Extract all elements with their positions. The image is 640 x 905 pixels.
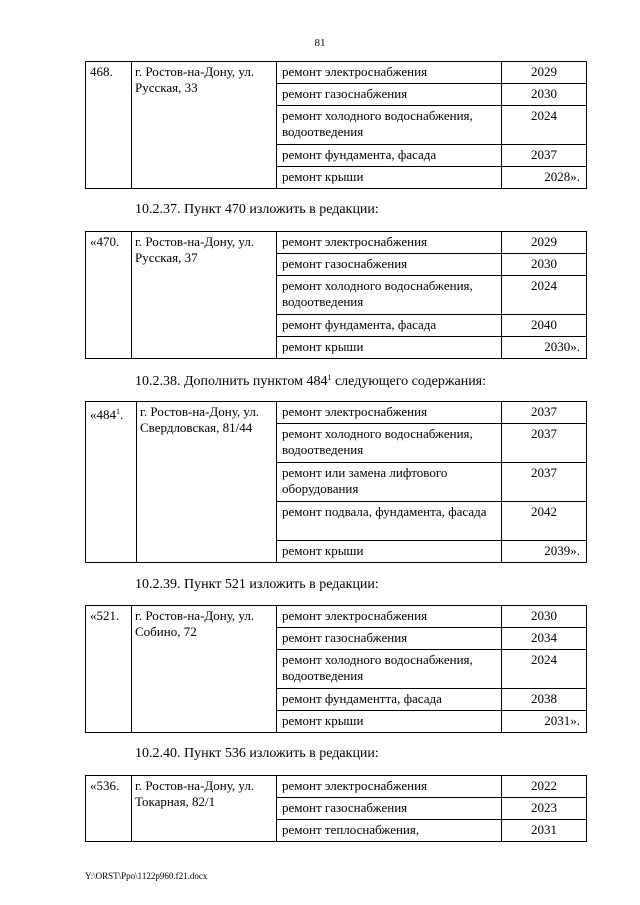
work-year: 2037	[502, 145, 587, 167]
work-year: 2030».	[502, 337, 587, 359]
work-type: ремонт электроснабжения	[277, 776, 502, 798]
paragraph-10-2-39: 10.2.39. Пункт 521 изложить в редакции:	[135, 577, 379, 592]
work-type: ремонт теплоснабжения,	[277, 820, 502, 842]
work-type: ремонт газоснабжения	[277, 254, 502, 276]
work-type: ремонт подвала, фундамента, фасада	[277, 502, 502, 541]
work-year: 2024	[502, 650, 587, 689]
paragraph-10-2-40: 10.2.40. Пункт 536 изложить в редакции:	[135, 746, 379, 761]
work-year: 2038	[502, 689, 587, 711]
item-address: г. Ростов-на-Дону, ул. Русская, 37	[132, 232, 277, 359]
work-type: ремонт крыши	[277, 541, 502, 563]
work-type: ремонт фундаментта, фасада	[277, 689, 502, 711]
item-number-text: «484	[90, 407, 116, 422]
work-year: 2024	[502, 106, 587, 145]
work-type: ремонт крыши	[277, 337, 502, 359]
page-number: 81	[314, 37, 326, 49]
item-address: г. Ростов-на-Дону, ул. Токарная, 82/1	[132, 776, 277, 842]
item-number-superscript: 1	[116, 407, 120, 416]
table-item-468	[85, 61, 587, 189]
work-type: ремонт фундамента, фасада	[277, 315, 502, 337]
work-year: 2037	[502, 402, 587, 424]
item-address: г. Ростов-на-Дону, ул. Русская, 33	[132, 62, 277, 189]
work-year: 2042	[502, 502, 587, 541]
work-year: 2029	[502, 62, 587, 84]
work-year: 2037	[502, 463, 587, 502]
paragraph-10-2-38	[135, 373, 486, 390]
work-year: 2039».	[502, 541, 587, 563]
item-number-suffix: .	[120, 407, 124, 422]
item-address: г. Ростов-на-Дону, ул. Собино, 72	[132, 606, 277, 733]
work-year: 2030	[502, 606, 587, 628]
work-type: ремонт газоснабжения	[277, 798, 502, 820]
item-number: «521.	[86, 606, 132, 733]
work-type: ремонт электроснабжения	[277, 402, 502, 424]
work-type: ремонт холодного водоснабжения, водоотведения	[277, 650, 502, 689]
table-item-536	[85, 775, 587, 842]
work-type: ремонт электроснабжения	[277, 606, 502, 628]
work-type: ремонт газоснабжения	[277, 84, 502, 106]
work-type: ремонт холодного водоснабжения, водоотведения	[277, 106, 502, 145]
work-year: 2034	[502, 628, 587, 650]
table-item-484-1	[85, 401, 587, 563]
item-number: 468.	[86, 62, 132, 189]
work-type: ремонт электроснабжения	[277, 62, 502, 84]
table-item-470	[85, 231, 587, 359]
work-type: ремонт фундамента, фасада	[277, 145, 502, 167]
work-year: 2029	[502, 232, 587, 254]
work-type: ремонт холодного водоснабжения, водоотведения	[277, 276, 502, 315]
work-year: 2040	[502, 315, 587, 337]
item-number: «536.	[86, 776, 132, 842]
work-year: 2022	[502, 776, 587, 798]
table-item-521	[85, 605, 587, 733]
paragraph-superscript: 1	[327, 373, 332, 382]
work-type: ремонт холодного водоснабжения, водоотведения	[277, 424, 502, 463]
footer-file-path: Y:\ORST\Ppo\1122p960.f21.docx	[85, 871, 208, 881]
work-year: 2031».	[502, 711, 587, 733]
paragraph-text: следующего содержания:	[331, 374, 487, 389]
work-year: 2030	[502, 84, 587, 106]
work-year: 2024	[502, 276, 587, 315]
work-type: ремонт крыши	[277, 711, 502, 733]
work-year: 2023	[502, 798, 587, 820]
item-number	[86, 402, 137, 563]
paragraph-10-2-37: 10.2.37. Пункт 470 изложить в редакции:	[135, 202, 379, 217]
work-type: ремонт газоснабжения	[277, 628, 502, 650]
item-address: г. Ростов-на-Дону, ул. Свердловская, 81/44	[137, 402, 277, 563]
work-type: ремонт или замена лифтового оборудования	[277, 463, 502, 502]
work-type: ремонт крыши	[277, 167, 502, 189]
work-year: 2028».	[502, 167, 587, 189]
paragraph-text: 10.2.38. Дополнить пунктом 484	[135, 374, 328, 389]
work-year: 2037	[502, 424, 587, 463]
work-year: 2031	[502, 820, 587, 842]
work-year: 2030	[502, 254, 587, 276]
item-number: «470.	[86, 232, 132, 359]
work-type: ремонт электроснабжения	[277, 232, 502, 254]
